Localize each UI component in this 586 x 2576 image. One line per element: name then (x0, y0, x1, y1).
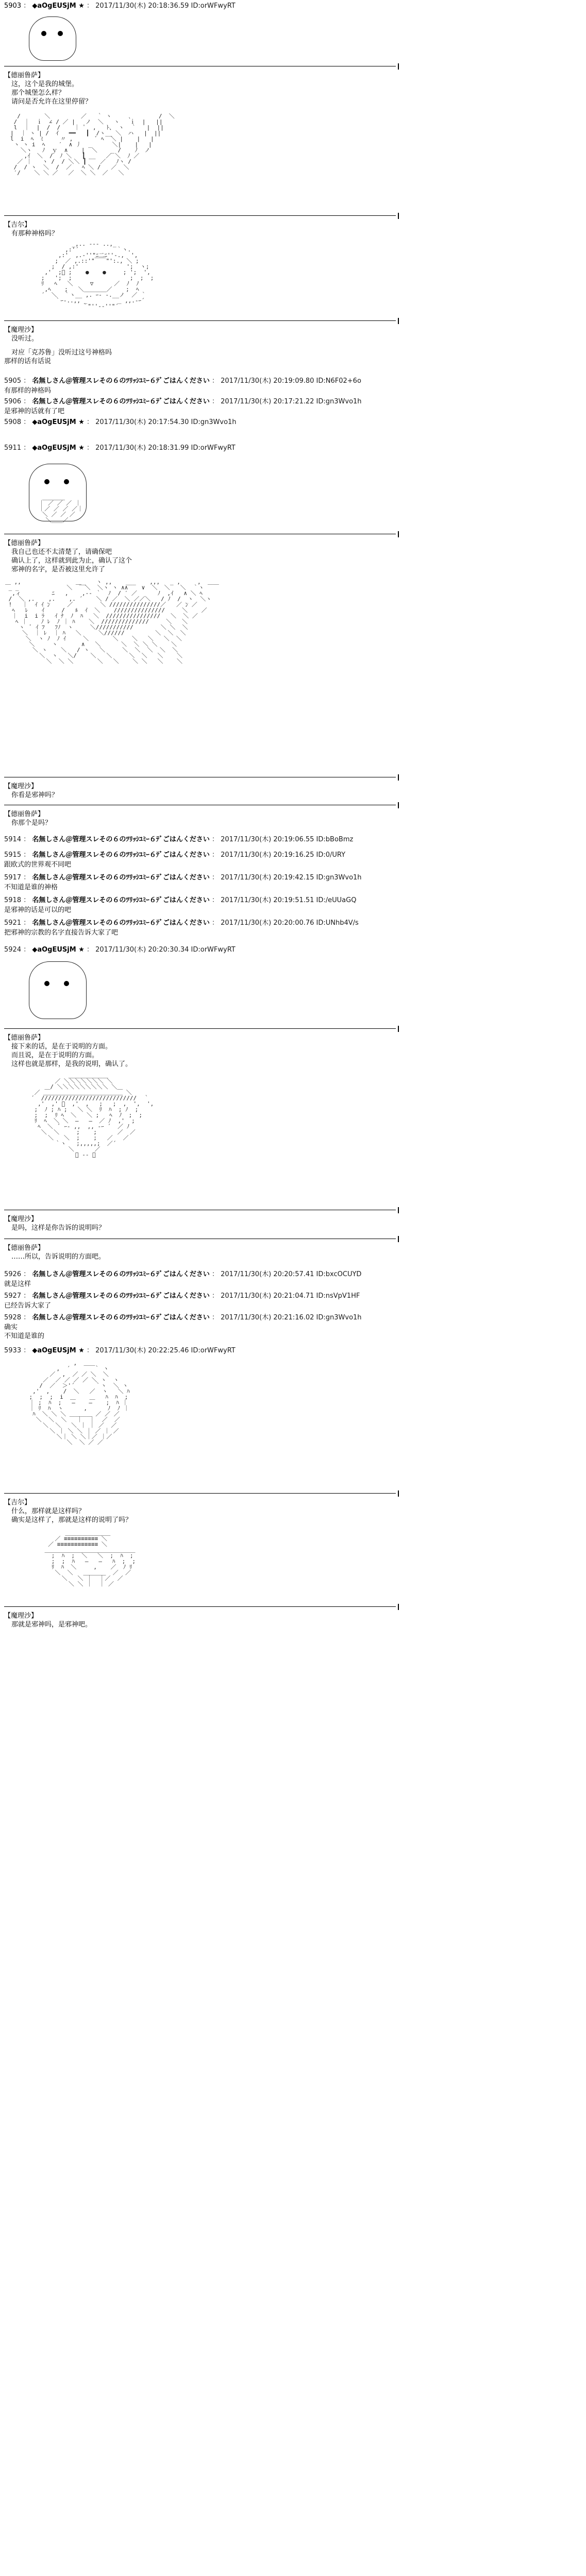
poster-name: 名無しさん＠管理スレその６のﾂﾘｯｼﾕﾐｰ６ﾃﾞごはんください (32, 919, 210, 927)
post-header: 5933 ： ◆aOgEUSjM ★ ： 2017/11/30(木) 20:22:25.46 ID:orWFwyRT (4, 1347, 236, 1354)
poster-name: 名無しさん＠管理スレその６のﾂﾘｯｼﾕﾐｰ６ﾃﾞごはんください (32, 398, 210, 405)
eye-icon (44, 479, 49, 484)
post-number[interactable]: 5926 (4, 1270, 22, 1278)
dialogue-line: 接下来的话，是在于说明的方面。 (11, 1043, 112, 1050)
post-date: 2017/11/30(木) 20:19:42.15 (221, 874, 314, 882)
post-header: 5905 ： 名無しさん＠管理スレその６のﾂﾘｯｼﾕﾐｰ６ﾃﾞごはんください ： 2017/11/30(木) 20:19:09.80 ID:N6F02+6o (4, 377, 361, 385)
dialogue-line: ……所以，告诉说明的方面吧。 (11, 1253, 106, 1261)
poster-name: 名無しさん＠管理スレその６のﾂﾘｯｼﾕﾐｰ６ﾃﾞごはんください (32, 1270, 210, 1278)
ascii-art-character: / ＼ ／ ｀ ヽ ､ / ＼ / ｜ ｉ ∠ / ／ | ノ ＼ ヽ ｉ | || l ｜ | / / ｜ ﾟ , ﾄ、 ヽ ｀ | || | ｜ ヽ | / ｲ ━━ ┃ /ヽ__ ＼ ハ | || l i ﾍ ﾐ 〃 , ﾞ ﾍ ＼ | | | ヽ ヽ i ﾍ ′ ∧ 丿 _ ＼| | | ＼ヽ ﾉ ｙ ∧ | ＼ _ / ﾉ ノ ,ｲ ＼ / ﾉ ＼ ┃ __ ／ ＼ ﾉ ／ ／ ｜ ヽ / / ＼＼ ┃ ／ ﾉヽ / / / ヽ ＼ / ／ ﾍ ＼ / ／ ＼ ′/ ＼ ＼ ／ ／ ＼ ＼ ／ ＼ (10, 113, 175, 176)
dialogue-block (4, 810, 581, 827)
post-date: 2017/11/30(木) 20:20:00.76 (221, 919, 314, 927)
comment-5908 (4, 418, 581, 427)
post-date: 2017/11/30(木) 20:19:06.55 (221, 836, 314, 843)
poster-name: 名無しさん＠管理スレその６のﾂﾘｯｼﾕﾐｰ６ﾃﾞごはんください (32, 1292, 210, 1300)
post-number[interactable]: 5915 (4, 851, 22, 859)
comment-5918 (4, 896, 581, 914)
post-date: 2017/11/30(木) 20:17:21.22 (221, 398, 314, 405)
dialogue-block (4, 539, 581, 574)
post-id[interactable]: ID:UNhb4V/s (316, 919, 359, 927)
speaker-label: 【魔理沙】 (4, 783, 38, 790)
ascii-art-character: , ＿＿ , ´ ｀ ヽ ／ , ／ ／ ＼ ＼ ／ ／ ／ ／ ／ ＼ ヽ ヽ / ／ ＞'´ ｀ヽ ＼ ヽ ,' , / ＼ ／ ヽ ＼ ﾊ ; ; ; i ＿ ＿ ﾊ ﾊ ; ｜ ; ﾊ ; ― ― ; ﾊ ｜ ｜ ﾘ ﾊ ヽ , ﾉ ﾉ ｜ ﾊ ＼ ＼ ＼ ＿＿＿＿ ／ ／ ／ ＼ ＼ ＼ ｜ ｜ ／ ／ ＼ ＼ ＼ ｜ ｜ ／ ／ ＼ ｜ ＼ ＼ ｜ ／ ｜ ／ ＼｜ ＼ ＼｜／ ｜／ ＼ ＼ ／ ／ (29, 1360, 130, 1446)
post-id[interactable]: ID:0/URY (316, 851, 346, 859)
ascii-art-character: ＿＿＿＿＿＿＿＿ ／ ≡≡≡≡≡≡≡≡≡≡ ＼ ／ ≡≡≡≡≡≡≡≡≡≡≡≡ ＼ ＿＿＿＿＿＿＿＿＿＿＿＿＿＿＿＿ ; ﾊ ; ＼ ＼ ; ﾊ ; ; ; ﾊ ― ― ﾊ ; ; ﾘ ﾊ ＼ , ／ ﾉ ﾘ ＼ ＼ ＿＿＿＿ ／ ／ ＼ ＼ ｜ ｜／ ／ ＼ ＼ ｜ ｜ ／ (44, 1530, 136, 1587)
dialogue-line: 是吗，这样是你告诉的说明吗？ (11, 1224, 106, 1232)
speaker-label: 【德丽鲁萨】 (4, 539, 45, 547)
post-header: 5906 ： 名無しさん＠管理スレその６のﾂﾘｯｼﾕﾐｰ６ﾃﾞごはんください ： 2017/11/30(木) 20:17:21.22 ID:gn3Wvo1h (4, 398, 362, 405)
post-number[interactable]: 5927 (4, 1292, 22, 1300)
dialogue-line: 请问是否允许在这里停留？ (11, 98, 92, 106)
post-5903 (4, 2, 581, 10)
divider (4, 215, 396, 216)
comment-5927 (4, 1292, 581, 1310)
post-number[interactable]: 5928 (4, 1314, 22, 1321)
post-id[interactable]: ID:gn3Wvo1h (316, 1314, 362, 1321)
poster-name: ◆aOgEUSjM ★ (32, 444, 85, 452)
ascii-art-scene: ＿ ,, __ ヽ ,, ___ ,,, _ , , ＿＿ _ _ ＼ ￣ ＼ ＼ヽ ヽ ∧∧ ∨ ＼ ＼ ＼ ｀ヽ ,ィ ﾆ , ,-‐ ｀ ﾉ / ′ ／ ﾉ ,ｲ ∧ ＼ ﾍ / ＼ ,. ,. ,. ´ ＼ / ／ ＼ ／／＼ / ﾉ / ヽ ＼ヽ ! ｜ ｲ ｲ ﾝ ／ ＼ ///////////////／ ／ ﾝ ／ ﾍ ﾚ ｲ / ﾙ ｲ ＼ /////////////// ＼ ／ ｜ i i ﾗ ｲ ﾅ ﾉ ﾊ ＼ //////////////// ＼ ＼ ／ ﾍ ｜ ﾉ ﾚ ﾉ ｜ ﾊ ＼ ////////////// ＼ ＼ ヽ ﾞ ｲ ﾌ ﾌﾉ ヽ ＼/////////// ＼ ＼ ＼ ＼ ｜ ﾚ ｜ ﾊ ＼ ＼////// ＼ ＼ ＼ ＼ ヽ ﾉ ﾉ ｲ ＼ ＼ ＼ ＼ ＼ ＼ ＼ ヽ ∧ ＼ ＼ ＼ ＼ ＼ ＼ ＼ ヽ ＼ / ヽ ＼ ＼ ＼ ＼ ＼ ＼ ＼ ヽ ＼/ ＼ ＼ ＼ ＼ ＼ ＼ ＼ ＼ ＼ ＼ ＼ ＼ ＼ ＼ ＼ (5, 579, 219, 665)
post-id[interactable]: ID:nsVpV1HF (316, 1292, 360, 1300)
poster-name: ◆aOgEUSjM ★ (32, 946, 85, 954)
comment-5905 (4, 377, 581, 395)
ascii-art-character: _,.. -‐- ..,_ ,:'´ ｀ヽ. ,:' ,.-''"ﾆ二ﾆ''-., ', ; ／ ,.::'"￣￣"':., ＼ ; ; / ,:' '; ヽ; ,' ;ﾞ ; ● ● ; '; ', ; '; ; ; ; ; ﾘ ﾍ ＼ ▽ ／ ﾉ ﾉ ,ﾍ ; ＼＿＿＿＿／ ; ﾍ ´ ＼ ｀ヽ__ ,. ｰ‐ -.__ノ ／ ｀ ｀ｰ-..,, _ _ ,,.-ｰ´ ｀"''‐‐''"´ (41, 241, 154, 310)
dialogue-block (4, 1215, 581, 1232)
post-text: 就是这样 (4, 1280, 31, 1288)
dialogue-line: 那就是邪神吗，是邪神吧。 (11, 1621, 92, 1629)
eye-icon (58, 31, 63, 36)
post-id[interactable]: ID:N6F02+6o (316, 377, 361, 385)
dialogue-line: 确认上了，这样就到此为止，确认了这个 (11, 557, 132, 565)
dialogue-line: 那个城堡怎么样？ (11, 89, 65, 97)
divider (4, 1493, 396, 1494)
post-header: 5911 ： ◆aOgEUSjM ★ ： 2017/11/30(木) 20:18:31.99 ID:orWFwyRT (4, 444, 236, 452)
poster-name: ◆aOgEUSjM ★ (32, 1347, 85, 1354)
post-header: 5926 ： 名無しさん＠管理スレその６のﾂﾘｯｼﾕﾐｰ６ﾃﾞごはんください ： 2017/11/30(木) 20:20:57.41 ID:bxcOCUYD (4, 1270, 362, 1278)
dialogue-block (4, 1498, 581, 1524)
post-text: 已经告诉大家了 (4, 1302, 52, 1310)
dialogue-block (4, 326, 581, 343)
post-text: 确实 不知道是谁的 (4, 1324, 45, 1340)
post-date: 2017/11/30(木) 20:20:30.34 (95, 946, 189, 954)
ascii-art-face (29, 961, 87, 1019)
post-number[interactable]: 5924 (4, 946, 22, 954)
dialogue-block (4, 71, 581, 106)
dialogue-line: 这样也就是那样，是我的说明，确认了。 (11, 1060, 132, 1068)
post-date: 2017/11/30(木) 20:22:25.46 (95, 1347, 189, 1354)
post-header: 5928 ： 名無しさん＠管理スレその６のﾂﾘｯｼﾕﾐｰ６ﾃﾞごはんください ： 2017/11/30(木) 20:21:16.02 ID:gn3Wvo1h (4, 1314, 362, 1321)
post-date: 2017/11/30(木) 20:18:36.59 (95, 2, 189, 10)
post-number[interactable]: 5903 (4, 2, 22, 10)
dialogue-line: 那样的话有话说 (4, 358, 52, 365)
ascii-art-face (29, 16, 76, 61)
eye-icon (41, 31, 46, 36)
speaker-label: 【魔理沙】 (4, 326, 38, 334)
post-date: 2017/11/30(木) 20:20:57.41 (221, 1270, 314, 1278)
post-5924 (4, 946, 581, 954)
post-date: 2017/11/30(木) 20:18:31.99 (95, 444, 189, 452)
post-header: 5918 ： 名無しさん＠管理スレその６のﾂﾘｯｼﾕﾐｰ６ﾃﾞごはんください ： 2017/11/30(木) 20:19:51.51 ID:/eUUaGQ (4, 896, 357, 904)
poster-name: ◆aOgEUSjM ★ (32, 418, 85, 426)
ascii-art-character: ＿＿＿＿＿＿＿ ／ ＼＼＼＼＼＼＼ ＼ ＿/ ＼＼＼＼＼＼＼＼＼ ＼＿ ／ ＿＿＿＿＿＿＿＿＿＿＿＿＿＿ ＼ ´ //////////////////////////// ｀ ,' ,' ﾞ ,' , ; ; , ', ', ; ﾉ ; ﾊ ; ＼ ＼ ﾘ ﾊ ; ﾉ ; ; ; ﾘ ﾍ ＼ ＼ ; ﾍ ﾉ ; ; ﾘ ﾍ ＼ ＼ ― ― ／ ﾉ ,' ; ﾍ ＼ ﾞ ｰ‐ ,, ,, ‐ｰ ´ ／ ﾉ ＼ ＼ ; ; ／ ／ ＼ ＼ ; ; ／ ／ ｀ヽ ;,,,,,; ／´ ＼ ／ ﾞ ‐‐ ﾞ (30, 1072, 154, 1158)
divider (4, 320, 396, 321)
dialogue-line: 你看是邪神吗？ (11, 791, 59, 799)
post-date: 2017/11/30(木) 20:21:16.02 (221, 1314, 314, 1321)
post-date: 2017/11/30(木) 20:21:04.71 (221, 1292, 314, 1300)
post-id[interactable]: ID:bBoBmz (316, 836, 354, 843)
speaker-label: 【德丽鲁萨】 (4, 72, 45, 79)
post-number[interactable]: 5914 (4, 836, 22, 843)
post-5911 (4, 444, 581, 452)
speaker-label: 【魔理沙】 (4, 1612, 38, 1620)
post-header: 5915 ： 名無しさん＠管理スレその６のﾂﾘｯｼﾕﾐｰ６ﾃﾞごはんください ： 2017/11/30(木) 20:19:16.25 ID:0/URY (4, 851, 346, 859)
post-id[interactable]: ID:orWFwyRT (191, 946, 236, 954)
post-number[interactable]: 5908 (4, 418, 22, 426)
post-text: 是邪神的话就有了吧 (4, 408, 65, 415)
speaker-label: 【吉尔】 (4, 221, 31, 229)
eye-icon (64, 981, 69, 986)
comment-5914 (4, 836, 581, 844)
comment-5926 (4, 1270, 581, 1289)
post-number[interactable]: 5921 (4, 919, 22, 927)
post-header: 5908 ： ◆aOgEUSjM ★ ： 2017/11/30(木) 20:17:54.30 ID:gn3Wvo1h (4, 418, 237, 426)
poster-name: 名無しさん＠管理スレその６のﾂﾘｯｼﾕﾐｰ６ﾃﾞごはんください (32, 896, 210, 904)
speaker-label: 【魔理沙】 (4, 1215, 38, 1223)
dialogue-line: 没听过。 (11, 335, 39, 343)
divider (4, 1028, 396, 1029)
post-header: 5917 ： 名無しさん＠管理スレその６のﾂﾘｯｼﾕﾐｰ６ﾃﾞごはんください ： 2017/11/30(木) 20:19:42.15 ID:gn3Wvo1h (4, 874, 362, 882)
post-number[interactable]: 5905 (4, 377, 22, 385)
dialogue-line: 这，这个是我的城堡。 (11, 80, 79, 88)
speaker-label: 【德丽鲁萨】 (4, 810, 45, 818)
narration-block (4, 348, 581, 366)
post-id[interactable]: ID:gn3Wvo1h (316, 874, 362, 882)
speaker-label: 【德丽鲁萨】 (4, 1034, 45, 1042)
poster-name: 名無しさん＠管理スレその６のﾂﾘｯｼﾕﾐｰ６ﾃﾞごはんください (32, 377, 210, 385)
dialogue-line: 我自己也还不太清楚了，请确保吧 (11, 548, 112, 556)
post-5933 (4, 1347, 581, 1355)
post-date: 2017/11/30(木) 20:17:54.30 (95, 418, 189, 426)
dialogue-line: 对应「克苏鲁」没听过这号神格吗 (11, 349, 112, 357)
post-text: 把邪神的宗教的名字直接告诉大家了吧 (4, 929, 119, 937)
dialogue-line: 而且说，是在于说明的方面。 (11, 1052, 99, 1059)
post-number[interactable]: 5918 (4, 896, 22, 904)
post-number[interactable]: 5917 (4, 874, 22, 882)
poster-name: ◆aOgEUSjM ★ (32, 2, 85, 10)
post-date: 2017/11/30(木) 20:19:16.25 (221, 851, 314, 859)
post-text: 不知道是谁的神格 (4, 884, 58, 891)
comment-5928 (4, 1314, 581, 1341)
post-id[interactable]: ID:/eUUaGQ (316, 896, 357, 904)
dialogue-line: 你那个是吗？ (11, 819, 52, 827)
poster-name: 名無しさん＠管理スレその６のﾂﾘｯｼﾕﾐｰ６ﾃﾞごはんください (32, 851, 210, 859)
post-number[interactable]: 5911 (4, 444, 22, 452)
comment-5906 (4, 398, 581, 416)
dialogue-line: 确实是这样了，那就是这样的说明了吗？ (11, 1516, 132, 1524)
post-date: 2017/11/30(木) 20:19:09.80 (221, 377, 314, 385)
speaker-label: 【吉尔】 (4, 1499, 31, 1506)
post-header: 5927 ： 名無しさん＠管理スレその６のﾂﾘｯｼﾕﾐｰ６ﾃﾞごはんください ： 2017/11/30(木) 20:21:04.71 ID:nsVpV1HF (4, 1292, 360, 1300)
post-id[interactable]: ID:orWFwyRT (191, 1347, 236, 1354)
post-id[interactable]: ID:gn3Wvo1h (191, 418, 237, 426)
divider (4, 1606, 396, 1607)
poster-name: 名無しさん＠管理スレその６のﾂﾘｯｼﾕﾐｰ６ﾃﾞごはんください (32, 874, 210, 882)
poster-name: 名無しさん＠管理スレその６のﾂﾘｯｼﾕﾐｰ６ﾃﾞごはんください (32, 836, 210, 843)
post-header: 5924 ： ◆aOgEUSjM ★ ： 2017/11/30(木) 20:20:30.34 ID:orWFwyRT (4, 946, 236, 954)
dialogue-block (4, 782, 581, 800)
comment-5917 (4, 874, 581, 892)
dialogue-block (4, 1033, 581, 1069)
post-number[interactable]: 5906 (4, 398, 22, 405)
speaker-label: 【德丽鲁萨】 (4, 1244, 45, 1252)
post-id[interactable]: ID:gn3Wvo1h (316, 398, 362, 405)
post-header: 5914 ： 名無しさん＠管理スレその６のﾂﾘｯｼﾕﾐｰ６ﾃﾞごはんください ： 2017/11/30(木) 20:19:06.55 ID:bBoBmz (4, 836, 354, 843)
post-number[interactable]: 5933 (4, 1347, 22, 1354)
post-text: 跟欧式的世界观不同吧 (4, 861, 72, 869)
dialogue-block (4, 1244, 581, 1261)
ascii-art-character: ＿＿＿＿ ｜ ／ ／ ／ ｜ ｜／ ／ ／ ／｜ ＼ ／ ／ ／ ＼＿＿／ (39, 494, 83, 523)
post-header: 5921 ： 名無しさん＠管理スレその６のﾂﾘｯｼﾕﾐｰ６ﾃﾞごはんください ： 2017/11/30(木) 20:20:00.76 ID:UNhb4V/s (4, 919, 359, 927)
post-id[interactable]: ID:orWFwyRT (191, 2, 236, 10)
post-text: 是邪神的话是可以的吧 (4, 906, 72, 914)
comment-5921 (4, 919, 581, 937)
eye-icon (44, 981, 49, 986)
post-header: 5903 ： ◆aOgEUSjM ★ ： 2017/11/30(木) 20:18:36.59 ID:orWFwyRT (4, 2, 236, 10)
dialogue-block (4, 221, 581, 238)
poster-name: 名無しさん＠管理スレその６のﾂﾘｯｼﾕﾐｰ６ﾃﾞごはんください (32, 1314, 210, 1321)
dialogue-line: 有那种神格吗？ (11, 230, 59, 238)
eye-icon (64, 479, 69, 484)
comment-5915 (4, 851, 581, 869)
post-text: 有那样的神格吗 (4, 387, 52, 395)
dialogue-block (4, 1612, 581, 1629)
dialogue-line: 邪神的名字，是否被这里允许了 (11, 566, 106, 573)
dialogue-line: 什么，那样就是这样吗？ (11, 1507, 86, 1515)
post-id[interactable]: ID:orWFwyRT (191, 444, 236, 452)
post-date: 2017/11/30(木) 20:19:51.51 (221, 896, 314, 904)
post-id[interactable]: ID:bxcOCUYD (316, 1270, 362, 1278)
